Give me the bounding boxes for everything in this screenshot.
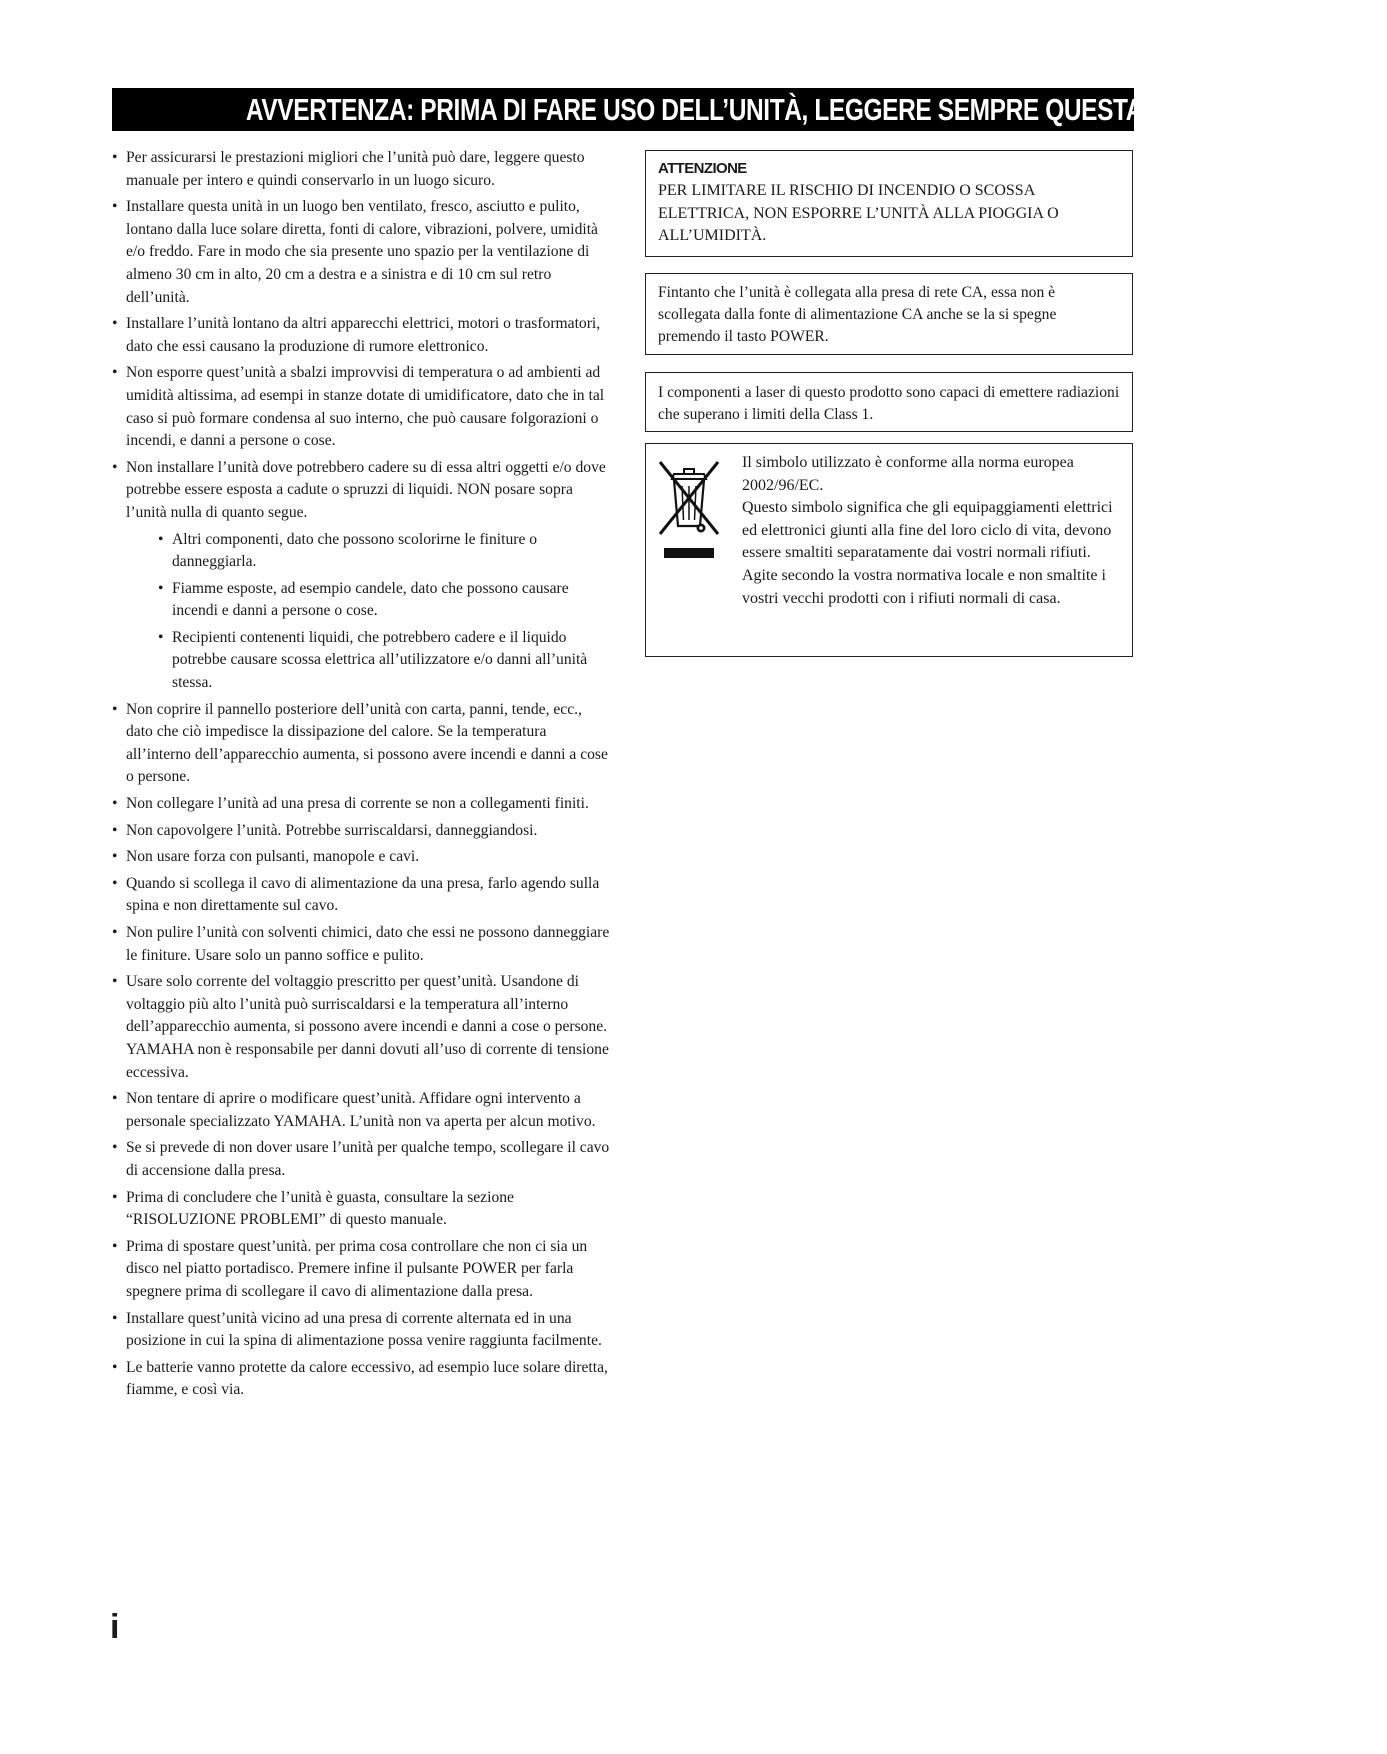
sub-list-item: • Altri componenti, dato che possono scolorirne le finiture o danneggiarla.: [158, 529, 612, 574]
laser-note-box: [645, 372, 1133, 432]
list-item: • Non tentare di aprire o modificare quest’unità. Affidare ogni intervento a personale specializzato YAMAHA. L’unità non va aperta per alcun motivo.: [112, 1088, 612, 1133]
list-item: • Non usare forza con pulsanti, manopole e cavi.: [112, 846, 612, 869]
list-item: • Installare l’unità lontano da altri apparecchi elettrici, motori o trasformatori, dato che essi causano la produzione di rumore elettronico.: [112, 313, 612, 358]
list-item: • Se si prevede di non dover usare l’unità per qualche tempo, scollegare il cavo di accensione dalla presa.: [112, 1137, 612, 1182]
list-item: • Non esporre quest’unità a sbalzi improvvisi di temperatura o ad ambienti ad umidità altissima, ad esempi in stanze dotate di umidificatore, dato che in tal caso si può formare condensa al suo interno, che può causare folgorazioni o incendi, e danni a persone o cose.: [112, 362, 612, 452]
list-item: • Usare solo corrente del voltaggio prescritto per quest’unità. Usandone di voltaggio più alto l’unità può surriscaldarsi e la temperatura all’interno dell’apparecchio aumenta, si possono avere incendi e danni a cose o persone. YAMAHA non è responsabile per danni dovuti all’uso di corrente di tensione eccessiva.: [112, 971, 612, 1084]
attention-title: ATTENZIONE: [658, 160, 747, 177]
laser-note-text: I componenti a laser di questo prodotto sono capaci di emettere radiazioni che superano i limiti della Class 1.: [658, 384, 1120, 424]
instruction-list: [112, 147, 612, 1402]
list-item: • Quando si scollega il cavo di alimentazione da una presa, farlo agendo sulla spina e non direttamente sul cavo.: [112, 873, 612, 918]
page-title-text: AVVERTENZA: PRIMA DI FARE USO DELL’UNITÀ, LEGGERE SEMPRE QUESTA SEZIONE: [245, 92, 1254, 127]
weee-text: [742, 452, 1120, 610]
power-note-box: [645, 273, 1133, 355]
list-item: • Installare questa unità in un luogo ben ventilato, fresco, asciutto e pulito, lontano dalla luce solare diretta, fonti di calore, vibrazioni, polvere, umidità e/o freddo. Fare in modo che sia presente uno spazio per la ventilazione di almeno 30 cm in alto, 20 cm a destra e a sinistra e di 10 cm sul retro dell’unità.: [112, 196, 612, 309]
page-title: [112, 88, 1254, 131]
list-item: • Per assicurarsi le prestazioni migliori che l’unità può dare, leggere questo manuale per intero e quindi conservarlo in un luogo sicuro.: [112, 147, 612, 192]
attention-box: [645, 150, 1133, 257]
attention-text: PER LIMITARE IL RISCHIO DI INCENDIO O SCOSSA ELETTRICA, NON ESPORRE L’UNITÀ ALLA PIOGGIA O ALL’UMIDITÀ.: [658, 182, 1059, 245]
weee-line: Questo simbolo significa che gli equipaggiamenti elettrici ed elettronici giunti alla fine del loro ciclo di vita, devono essere smaltiti separatamente dai vostri normali rifiuti.: [742, 499, 1113, 562]
power-note-text: Fintanto che l’unità è collegata alla presa di rete CA, essa non è scollegata dalla fonte di alimentazione CA anche se la si spegne premendo il tasto POWER.: [658, 284, 1057, 346]
safety-instructions: [112, 147, 612, 1406]
list-item: • Prima di concludere che l’unità è guasta, consultare la sezione “RISOLUZIONE PROBLEMI” di questo manuale.: [112, 1187, 612, 1232]
list-item: • Non capovolgere l’unità. Potrebbe surriscaldarsi, danneggiandosi.: [112, 820, 612, 843]
list-item: • Le batterie vanno protette da calore eccessivo, ad esempio luce solare diretta, fiamme, e così via.: [112, 1357, 612, 1402]
list-item: [112, 457, 612, 695]
list-item: • Non coprire il pannello posteriore dell’unità con carta, panni, tende, ecc., dato che ciò impedisce la dissipazione del calore. Se la temperatura all’interno dell’apparecchio aumenta, si possono avere incendi e danni a cose o persone.: [112, 699, 612, 789]
list-item: • Non pulire l’unità con solventi chimici, dato che essi ne possono danneggiare le finiture. Usare solo un panno soffice e pulito.: [112, 922, 612, 967]
page-number: i: [110, 1608, 120, 1646]
sub-list-item: • Recipienti contenenti liquidi, che potrebbero cadere e il liquido potrebbe causare scossa elettrica all’utilizzatore e/o danni all’unità stessa.: [158, 627, 612, 695]
weee-line: Agite secondo la vostra normativa locale e non smaltite i vostri vecchi prodotti con i rifiuti normali di casa.: [742, 566, 1106, 607]
weee-line: Il simbolo utilizzato è conforme alla norma europea 2002/96/EC.: [742, 454, 1074, 494]
list-item-text: Non installare l’unità dove potrebbero cadere su di essa altri oggetti e/o dove potrebbe essere esposta a cadute o spruzzi di liquidi. NON posare sopra l’unità nulla di quanto segue.: [126, 458, 606, 521]
weee-box: [645, 443, 1133, 657]
sub-list-item: • Fiamme esposte, ad esempio candele, dato che possono causare incendi e danni a persone o cose.: [158, 578, 612, 623]
list-item: • Prima di spostare quest’unità. per prima cosa controllare che non ci sia un disco nel piatto portadisco. Premere infine il pulsante POWER per farla spegnere prima di scollegare il cavo di alimentazione dalla presa.: [112, 1236, 612, 1304]
sub-list: [126, 529, 612, 695]
list-item: • Installare quest’unità vicino ad una presa di corrente alternata ed in una posizione in cui la spina di alimentazione possa venire raggiunta facilmente.: [112, 1308, 612, 1353]
crossed-out-wheelie-bin-icon: [656, 454, 722, 562]
list-item: • Non collegare l’unità ad una presa di corrente se non a collegamenti finiti.: [112, 793, 612, 816]
